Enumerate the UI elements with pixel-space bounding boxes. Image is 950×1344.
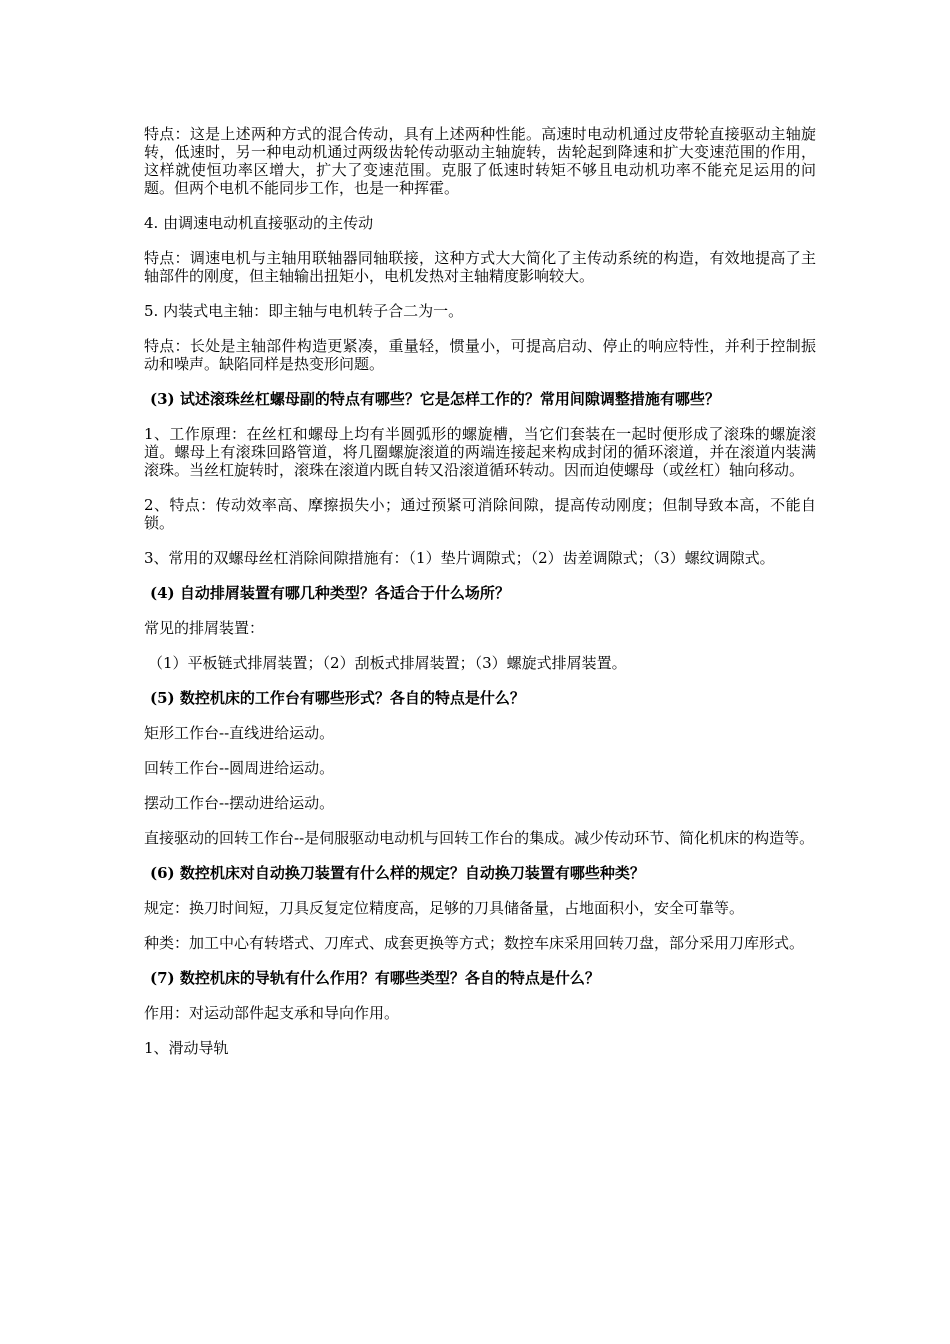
heading-sliding-guideway: 1、滑动导轨 (144, 1039, 229, 1057)
paragraph-built-in-spindle-features: 特点：长处是主轴部件构造更紧凑，重量轻，惯量小，可提高启动、停止的响应特性，并利于控制振动和噪声。缺陷同样是热变形问题。 (144, 337, 816, 373)
question-6: (6) 数控机床对自动换刀装置有什么样的规定？自动换刀装置有哪些种类？ (150, 864, 645, 882)
paragraph-rectangular-table: 矩形工作台--直线进给运动。 (144, 724, 335, 742)
paragraph-direct-drive-features: 特点：调速电机与主轴用联轴器同轴联接，这种方式大大简化了主传动系统的构造，有效地提高了主轴部件的刚度，但主轴输出扭矩小，电机发热对主轴精度影响较大。 (144, 249, 816, 285)
paragraph-ball-screw-principle: 1、工作原理：在丝杠和螺母上均有半圆弧形的螺旋槽，当它们套装在一起时便形成了滚珠的螺旋滚道。螺母上有滚珠回路管道，将几圈螺旋滚道的两端连接起来构成封闭的循环滚道，并在滚道内装满滚珠。当丝杠旋转时，滚珠在滚道内既自转又沿滚道循环转动。因而迫使螺母（或丝杠）轴向移动。 (144, 425, 816, 479)
question-5: (5) 数控机床的工作台有哪些形式？各自的特点是什么？ (150, 689, 525, 707)
paragraph-rotary-table: 回转工作台--圆周进给运动。 (144, 759, 335, 777)
heading-built-in-spindle: 5. 内装式电主轴：即主轴与电机转子合二为一。 (144, 302, 464, 320)
paragraph-atc-types: 种类：加工中心有转塔式、刀库式、成套更换等方式；数控车床采用回转刀盘，部分采用刀库形式。 (144, 934, 805, 952)
paragraph-chip-removal-intro: 常见的排屑装置： (144, 619, 265, 637)
paragraph-chip-removal-types: （1）平板链式排屑装置；（2）刮板式排屑装置；（3）螺旋式排屑装置。 (148, 654, 627, 672)
question-4: (4) 自动排屑装置有哪几种类型？各适合于什么场所？ (150, 584, 510, 602)
paragraph-atc-requirements: 规定：换刀时间短，刀具反复定位精度高，足够的刀具储备量，占地面积小，安全可靠等。 (144, 899, 745, 917)
paragraph-guideway-function: 作用：对运动部件起支承和导向作用。 (144, 1004, 400, 1022)
document-body (144, 125, 816, 1074)
heading-direct-drive: 4. 由调速电动机直接驱动的主传动 (144, 214, 374, 232)
paragraph-direct-drive-table: 直接驱动的回转工作台--是伺服驱动电动机与回转工作台的集成。减少传动环节、简化机床的构造等。 (144, 829, 815, 847)
paragraph-ball-screw-clearance: 3、常用的双螺母丝杠消除间隙措施有：（1）垫片调隙式；（2）齿差调隙式；（3）螺纹调隙式。 (144, 549, 775, 567)
question-7: (7) 数控机床的导轨有什么作用？有哪些类型？各自的特点是什么？ (150, 969, 600, 987)
question-3: (3) 试述滚珠丝杠螺母副的特点有哪些？它是怎样工作的？常用间隙调整措施有哪些？ (150, 390, 720, 408)
paragraph-ball-screw-features: 2、特点：传动效率高、摩擦损失小；通过预紧可消除间隙，提高传动刚度；但制导致本高，不能自锁。 (144, 496, 816, 532)
paragraph-swing-table: 摆动工作台--摆动进给运动。 (144, 794, 335, 812)
paragraph-hybrid-drive-features: 特点：这是上述两种方式的混合传动，具有上述两种性能。高速时电动机通过皮带轮直接驱动主轴旋转，低速时，另一种电动机通过两级齿轮传动驱动主轴旋转，齿轮起到降速和扩大变速范围的作用，这样就使恒功率区增大，扩大了变速范围。克服了低速时转矩不够且电动机功率不能充足运用的问题。但两个电机不能同步工作，也是一种挥霍。 (144, 125, 816, 197)
